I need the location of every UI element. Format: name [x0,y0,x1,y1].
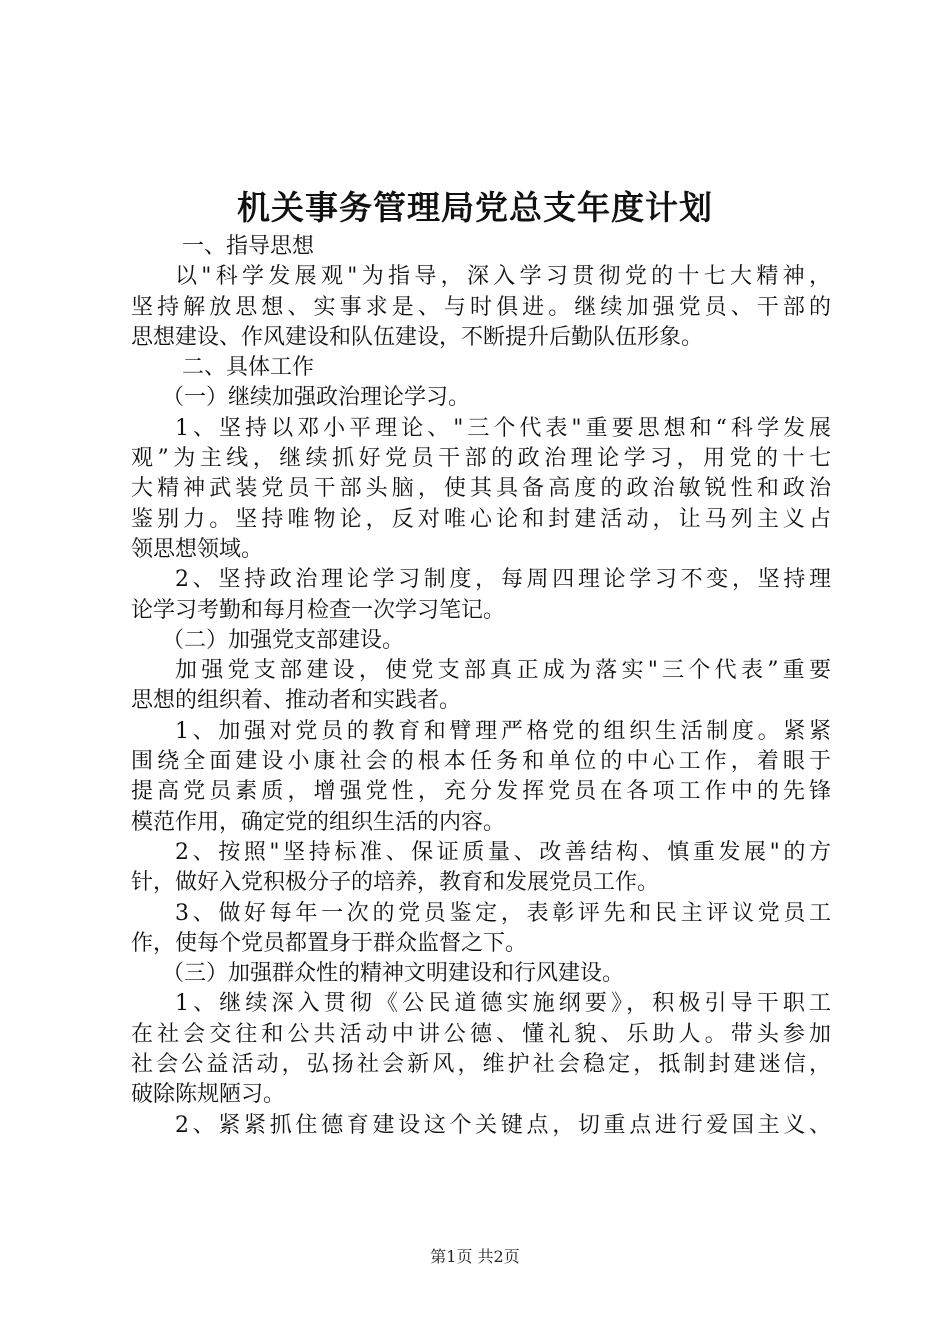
paragraph-line: 思想的组织着、推动者和实践者。 [131,688,462,714]
paragraph-line: 作，使每个党员都置身于群众监督之下。 [131,930,528,956]
subsection-heading: （三）加强群众性的精神文明建设和行风建设。 [162,961,625,987]
paragraph-line: 1、继续深入贯彻《公民道德实施纲要》，积极引导干职工 [175,991,831,1017]
page-footer: 第1页 共2页 [430,1247,520,1266]
paragraph-line: 破除陈规陋习。 [131,1082,286,1108]
paragraph-line: 围绕全面建设小康社会的根本任务和单位的中心工作，着眼于 [131,749,831,775]
paragraph-line: 以"科学发展观"为指导，深入学习贯彻党的十七大精神， [175,264,831,290]
paragraph-line: 鉴别力。坚持唯物论，反对唯心论和封建活动，让马列主义占 [131,506,831,532]
paragraph-line: 大精神武装党员干部头脑，使其具备高度的政治敏锐性和政治 [131,476,831,502]
document-body [131,232,831,1141]
paragraph-line: 思想建设、作风建设和队伍建设，不断提升后勤队伍形象。 [131,324,704,350]
section-heading: 一、指导思想 [182,234,315,259]
paragraph-line: 1、坚持以邓小平理论、"三个代表"重要思想和“科学发展 [175,415,831,441]
document-title: 机关事务管理局党总支年度计划 [237,188,713,227]
paragraph-line: 领思想领域。 [131,536,264,562]
paragraph-line: 加强党支部建设，使党支部真正成为落实"三个代表”重要 [175,658,831,684]
subsection-heading: （一）继续加强政治理论学习。 [162,385,471,411]
paragraph-line: 坚持解放思想、实事求是、与时俱进。继续加强党员、干部的 [131,294,831,320]
paragraph-line: 论学习考勤和每月检查一次学习笔记。 [131,597,506,623]
paragraph-line: 1、加强对党员的教育和臂理严格党的组织生活制度。紧紧 [175,718,831,744]
paragraph-line: 针，做好入党积极分子的培养，教育和发展党员工作。 [131,870,660,896]
paragraph-line: 2、按照"坚持标准、保证质量、改善结构、慎重发展"的方 [175,839,831,865]
paragraph-line: 3、做好每年一次的党员鉴定，表彰评先和民主评议党员工 [175,900,831,926]
paragraph-line: 在社会交往和公共活动中讲公德、懂礼貌、乐助人。带头参加 [131,1021,831,1047]
section-heading: 二、具体工作 [182,355,315,381]
paragraph-line: 2、坚持政治理论学习制度，每周四理论学习不变，坚持理 [175,567,831,593]
paragraph-line: 社会公益活动，弘扬社会新风，维护社会稳定，抵制封建迷信， [131,1052,831,1078]
paragraph-line: 提高党员素质，增强党性，充分发挥党员在各项工作中的先锋 [131,779,831,805]
paragraph-line: 2、紧紧抓住德育建设这个关键点，切重点进行爱国主义、 [175,1112,831,1138]
paragraph-line: 模范作用，确定党的组织生活的内容。 [131,809,506,835]
paragraph-line: 观”为主线，继续抓好党员干部的政治理论学习，用党的十七 [131,446,831,472]
subsection-heading: （二）加强党支部建设。 [162,627,405,653]
